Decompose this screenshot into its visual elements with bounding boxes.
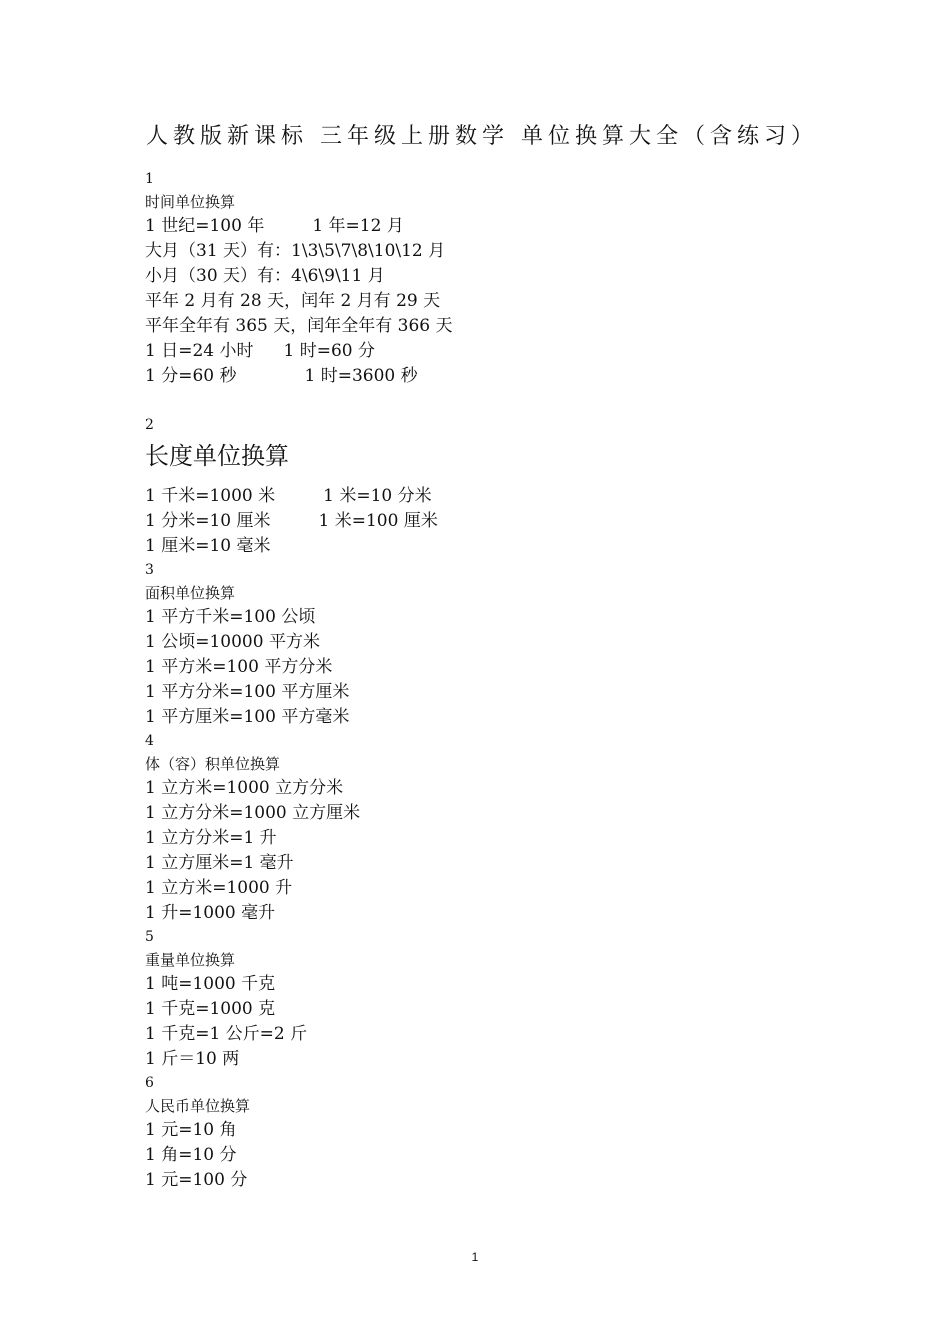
section-number: 3 — [145, 562, 154, 578]
conversion-line — [145, 484, 845, 509]
conversion-line: 1 平方分米=100 平方厘米 — [145, 682, 350, 702]
conversion-line: 1 立方分米=1 升 — [145, 828, 277, 848]
conversion-line — [145, 214, 845, 239]
conversion-line: 大月（31 天）有：1\3\5\7\8\10\12 月 — [145, 241, 446, 261]
section-heading: 重量单位换算 — [145, 951, 236, 969]
conversion-line: 平年全年有 365 天，闰年全年有 366 天 — [145, 316, 453, 336]
conversion-line: 1 斤＝10 两 — [145, 1049, 240, 1069]
conversion-line: 1 元=10 角 — [145, 1120, 237, 1140]
conversion-line: 1 升=1000 毫升 — [145, 903, 276, 923]
conversion-line — [145, 509, 845, 534]
section-number: 6 — [145, 1075, 154, 1091]
conversion-text: 1 年=12 月 — [312, 216, 404, 236]
section-heading: 体（容）积单位换算 — [145, 755, 281, 773]
conversion-line: 1 立方米=1000 升 — [145, 878, 293, 898]
conversion-line: 1 角=10 分 — [145, 1145, 237, 1165]
conversion-line: 1 千克=1000 克 — [145, 999, 276, 1019]
conversion-line: 1 立方米=1000 立方分米 — [145, 778, 344, 798]
section-heading: 长度单位换算 — [145, 442, 289, 470]
section-number: 1 — [145, 171, 154, 187]
conversion-line: 1 公顷=10000 平方米 — [145, 632, 320, 652]
section-number: 2 — [145, 417, 154, 433]
conversion-text: 1 分米=10 厘米 — [145, 511, 271, 531]
conversion-text: 1 世纪=100 年 — [145, 216, 265, 236]
section-heading: 面积单位换算 — [145, 584, 236, 602]
conversion-line: 平年 2 月有 28 天，闰年 2 月有 29 天 — [145, 291, 441, 311]
conversion-text: 1 千米=1000 米 — [145, 486, 276, 506]
page-number: 1 — [471, 1250, 479, 1264]
conversion-line: 1 吨=1000 千克 — [145, 974, 276, 994]
document-body — [145, 168, 845, 1193]
conversion-line — [145, 364, 845, 389]
section-heading: 人民币单位换算 — [145, 1097, 251, 1115]
conversion-line: 1 元=100 分 — [145, 1170, 248, 1190]
conversion-line: 1 平方厘米=100 平方毫米 — [145, 707, 350, 727]
conversion-line: 1 平方米=100 平方分米 — [145, 657, 333, 677]
section-number: 5 — [145, 929, 154, 945]
conversion-text: 1 米=10 分米 — [323, 486, 432, 506]
conversion-line: 1 立方分米=1000 立方厘米 — [145, 803, 361, 823]
conversion-line — [145, 339, 845, 364]
conversion-text: 1 分=60 秒 — [145, 366, 237, 386]
section-heading: 时间单位换算 — [145, 193, 236, 211]
conversion-line: 小月（30 天）有：4\6\9\11 月 — [145, 266, 385, 286]
conversion-text: 1 时=3600 秒 — [304, 366, 418, 386]
conversion-line: 1 平方千米=100 公顷 — [145, 607, 316, 627]
conversion-line: 1 千克=1 公斤=2 斤 — [145, 1024, 308, 1044]
document-title: 人教版新课标 三年级上册数学 单位换算大全（含练习） — [146, 124, 818, 149]
conversion-text: 1 米=100 厘米 — [318, 511, 438, 531]
conversion-line: 1 立方厘米=1 毫升 — [145, 853, 294, 873]
section-number: 4 — [145, 733, 154, 749]
conversion-text: 1 日=24 小时 — [145, 341, 254, 361]
conversion-text: 1 时=60 分 — [283, 341, 375, 361]
conversion-line: 1 厘米=10 毫米 — [145, 536, 271, 556]
